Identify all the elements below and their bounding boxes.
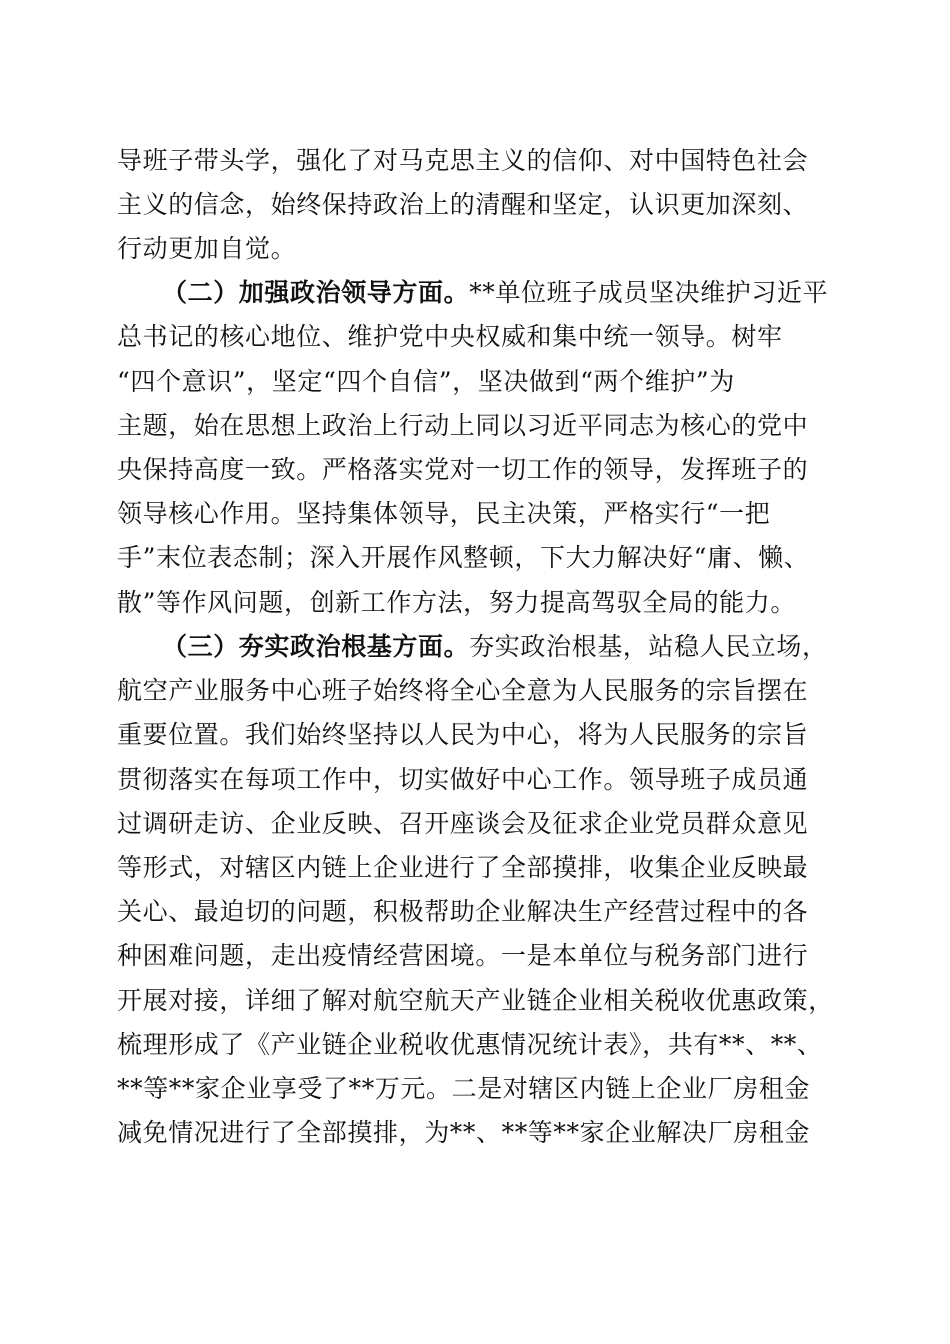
- section-3-line: 重要位置。我们始终坚持以人民为中心，将为人民服务的宗旨: [117, 720, 809, 749]
- section-3-line: 贯彻落实在每项工作中，切实做好中心工作。领导班子成员通: [117, 765, 809, 794]
- section-3-line: 减免情况进行了全部摸排，为**、**等**家企业解决厂房租金: [117, 1118, 811, 1147]
- section-2-line: 手”末位表态制；深入开展作风整顿，下大力解决好“庸、懒、: [117, 543, 810, 572]
- section-2-first-line-text: **单位班子成员坚决维护习近平: [469, 278, 829, 307]
- section-2-line: 主题，始在思想上政治上行动上同以习近平同志为核心的党中: [117, 411, 809, 440]
- section-3-line: 关心、最迫切的问题，积极帮助企业解决生产经营过程中的各: [117, 897, 809, 926]
- intro-line-2: 主义的信念，始终保持政治上的清醒和坚定，认识更加深刻、: [117, 190, 809, 219]
- section-2-line: 领导核心作用。坚持集体领导，民主决策，严格实行“一把: [117, 499, 771, 528]
- section-2-line: “四个意识”，坚定“四个自信”，坚决做到“两个维护”为: [117, 367, 735, 396]
- section-2-first-line: [162, 269, 832, 317]
- intro-line-3: 行动更加自觉。: [117, 234, 297, 263]
- section-3-line: 开展对接，详细了解对航空航天产业链企业相关税收优惠政策，: [117, 986, 834, 1015]
- section-3-heading: （三）夯实政治根基方面。: [162, 632, 470, 661]
- section-2-line: 散”等作风问题，创新工作方法，努力提高驾驭全局的能力。: [117, 588, 796, 617]
- section-3-first-line-text: 夯实政治根基，站稳人民立场，: [469, 632, 828, 661]
- section-2-line: 总书记的核心地位、维护党中央权威和集中统一领导。树牢: [117, 322, 783, 351]
- intro-line-1: 导班子带头学，强化了对马克思主义的信仰、对中国特色社会: [117, 146, 809, 175]
- section-2-heading: （二）加强政治领导方面。: [162, 278, 470, 307]
- section-2-line: 央保持高度一致。严格落实党对一切工作的领导，发挥班子的: [117, 455, 809, 484]
- section-3-line: 梳理形成了《产业链企业税收优惠情况统计表》，共有**、**、: [117, 1030, 823, 1059]
- section-3-line: 等形式，对辖区内链上企业进行了全部摸排，收集企业反映最: [117, 853, 809, 882]
- section-3-line: **等**家企业享受了**万元。二是对辖区内链上企业厂房租金: [117, 1074, 811, 1103]
- section-3-line: 航空产业服务中心班子始终将全心全意为人民服务的宗旨摆在: [117, 676, 809, 705]
- section-3-line: 过调研走访、企业反映、召开座谈会及征求企业党员群众意见: [117, 809, 809, 838]
- section-3-first-line: [162, 623, 832, 671]
- section-3-line: 种困难问题，走出疫情经营困境。一是本单位与税务部门进行: [117, 941, 809, 970]
